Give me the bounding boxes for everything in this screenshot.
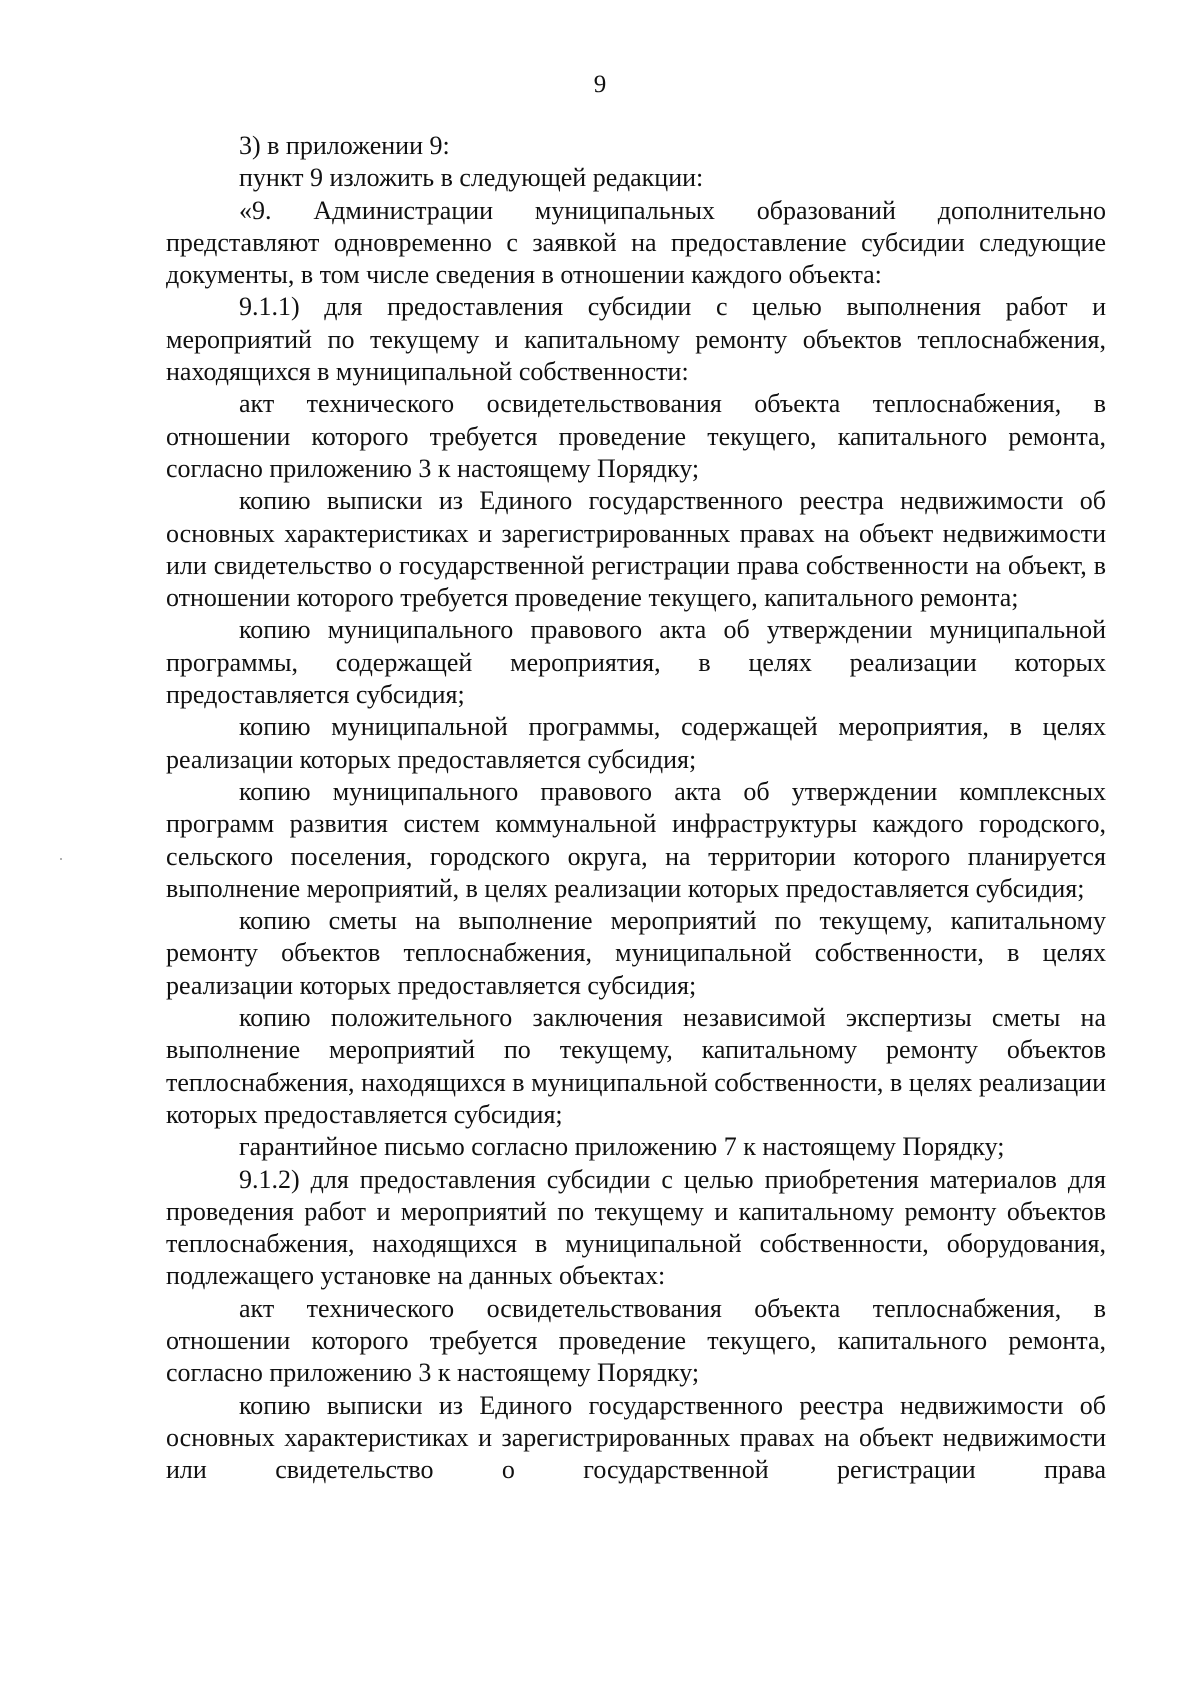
paragraph: копию положительного заключения независимой экспертизы сметы на выполнение мероприятий по текущему, капитальному ремонту объектов теплоснабжения, находящихся в муниципальной собственности, в целях реализации которых предоставляется субсидия; — [166, 1003, 1106, 1129]
page-number: 9 — [593, 71, 607, 98]
paragraph: пункт 9 изложить в следующей редакции: — [239, 163, 704, 193]
paragraph: гарантийное письмо согласно приложению 7 к настоящему Порядку; — [239, 1132, 1005, 1162]
paragraph: 3) в приложении 9: — [239, 131, 450, 160]
scan-speck — [60, 858, 62, 860]
paragraph: копию муниципального правового акта об утверждении комплексных программ развития систем коммунальной инфраструктуры каждого городского, сельского поселения, городского округа, на территории которого планируется выполнение мероприятий, в целях реализации которых предоставляется субсидия; — [166, 776, 1106, 903]
paragraph: акт технического освидетельствования объекта теплоснабжения, в отношении которого требуется проведение текущего, капитального ремонта, согласно приложению 3 к настоящему Порядку; — [166, 1293, 1106, 1388]
paragraph: 9.1.1) для предоставления субсидии с целью выполнения работ и мероприятий по текущему и капитальному ремонту объектов теплоснабжения, находящихся в муниципальной собственности: — [166, 292, 1106, 387]
document-body — [166, 130, 1106, 1486]
paragraph: 9.1.2) для предоставления субсидии с целью приобретения материалов для проведения работ и мероприятий по текущему и капитальному ремонту объектов теплоснабжения, находящихся в муниципальной собственности, оборудования, подлежащего установке на данных объектах: — [166, 1164, 1106, 1291]
paragraph: копию муниципального правового акта об утверждении муниципальной программы, содержащей мероприятия, в целях реализации которых предоставляется субсидия; — [166, 615, 1106, 710]
paragraph: копию муниципальной программы, содержащей мероприятия, в целях реализации которых предоставляется субсидия; — [166, 712, 1106, 774]
paragraph: копию выписки из Единого государственного реестра недвижимости об основных характеристиках и зарегистрированных правах на объект недвижимости или свидетельство о государственной регистрации права — [166, 1390, 1106, 1485]
paragraph: «9. Администрации муниципальных образований дополнительно представляют одновременно с заявкой на предоставление субсидии следующие документы, в том числе сведения в отношении каждого объекта: — [166, 195, 1106, 290]
paragraph: акт технического освидетельствования объекта теплоснабжения, в отношении которого требуется проведение текущего, капитального ремонта, согласно приложению 3 к настоящему Порядку; — [166, 389, 1106, 483]
paragraph: копию выписки из Единого государственного реестра недвижимости об основных характеристиках и зарегистрированных правах на объект недвижимости или свидетельство о государственной регистрации права собственности на объект, в отношении которого требуется проведение текущего, капитального ремонта; — [166, 486, 1106, 613]
paragraph: копию сметы на выполнение мероприятий по текущему, капитальному ремонту объектов теплоснабжения, муниципальной собственности, в целях реализации которых предоставляется субсидия; — [166, 906, 1106, 1000]
